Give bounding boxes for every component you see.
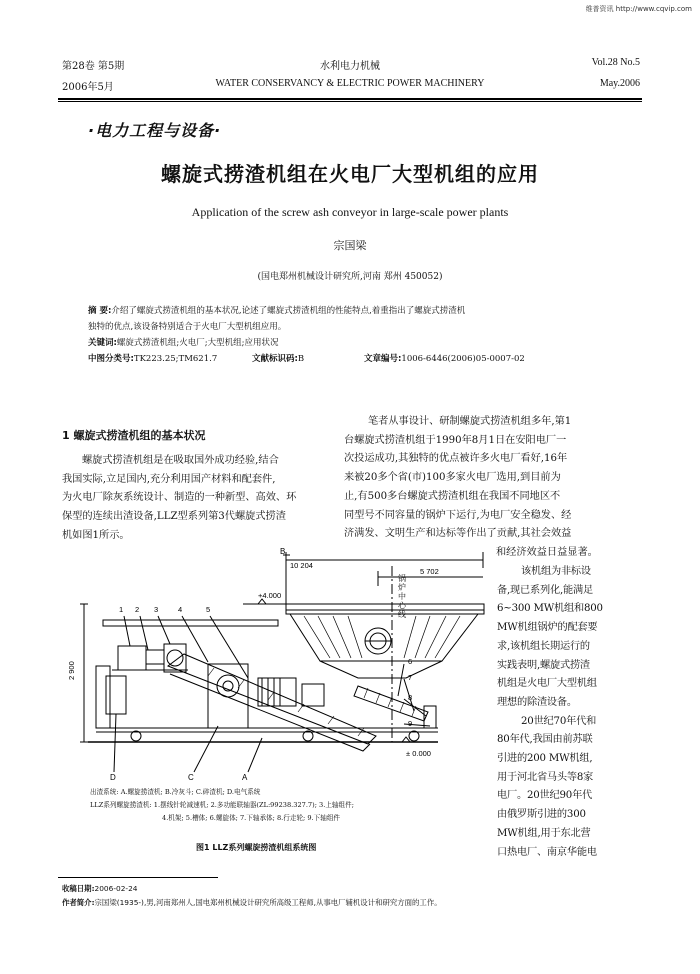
doc-code-label: 文献标识码: [252, 354, 298, 364]
header-journal-cn: 水利电力机械 [320, 61, 380, 72]
boiler-axis-label: 锅炉中心线 [398, 574, 406, 619]
legend-line: 出渣系统: A.螺旋捞渣机; B.冷灰斗; C.碎渣机; D.电气系统 [90, 788, 261, 796]
label-c: C [188, 773, 194, 782]
keywords: 螺旋式捞渣机组;火电厂;大型机组;应用状况 [116, 338, 279, 348]
section-label: ·电力工程与设备· [88, 121, 222, 140]
crusher-housing [208, 664, 248, 728]
text-line: 理想的除渣设备。 [497, 696, 577, 708]
label-3: 3 [154, 605, 159, 614]
legend-line: LLZ系列螺旋捞渣机: 1.摆线针轮减速机; 2.多功能联轴器(ZL:99238.327.7); 3.上轴组件; [90, 801, 354, 809]
author-bio-text: 宗国梁(1935-),男,河南郑州人,国电郑州机械设计研究所高级工程师,从事电厂辅机设计和研究方面的工作。 [94, 898, 442, 907]
header-date-en: May.2006 [599, 78, 640, 89]
article-title: 螺旋式捞渣机组在火电厂大型机组的应用 [161, 162, 539, 186]
label-5: 5 [206, 605, 211, 614]
text-line: 济满发、文明生产和达标等作出了贡献,其社会效益 [344, 528, 572, 540]
screw-body [354, 686, 428, 721]
header-date-cn: 2006年5月 [62, 82, 114, 93]
watermark: 维普资讯 http://www.cqvip.com [585, 5, 692, 13]
text-line: 来被20多个省(市)100多家火电厂选用,到目前为 [344, 472, 561, 484]
author: 宗国梁 [333, 239, 367, 252]
text-line: 和经济效益日益显著。 [496, 546, 598, 558]
text-line: 求,该机组长期运行的 [497, 640, 590, 652]
text-line: 6~300 MW机组和800 [497, 603, 603, 615]
dim-label-partial: 5 702 [420, 567, 439, 576]
hopper-body [290, 614, 478, 661]
right-column-text [344, 413, 634, 563]
label-8: 8 [408, 693, 413, 702]
text-line: 由俄罗斯引进的300 [497, 809, 586, 821]
right-narrow-text [497, 563, 637, 862]
header-volume-en: Vol.28 No.5 [591, 57, 640, 68]
legend-line: 4.机架; 5.槽体; 6.螺旋体; 7.下轴承体; 8.行走轮; 9.下轴组件 [162, 814, 341, 822]
label-4: 4 [178, 605, 183, 614]
label-1: 1 [119, 605, 124, 614]
abstract-text-cont: 独特的优点,该设备特别适合于火电厂大型机组应用。 [88, 322, 287, 332]
clc-label: 中图分类号: [88, 354, 134, 364]
hopper-top-flange [286, 604, 484, 614]
left-column-text [62, 452, 342, 546]
text-line: 为火电厂除灰系统设计、制造的一种新型、高效、环 [62, 492, 297, 504]
text-line: 我国实际,立足国内,充分利用国产材料和配套件, [62, 473, 276, 485]
author-bio-label: 作者简介: [62, 898, 95, 907]
label-9: 9 [408, 719, 413, 728]
article-number: 1006-6446(2006)05-0007-02 [401, 354, 525, 364]
text-line: 台螺旋式捞渣机组于1990年8月1日在安阳电厂一 [344, 434, 567, 446]
text-line: 80年代,我国由前苏联 [497, 734, 593, 746]
article-number-label: 文章编号: [364, 354, 402, 364]
text-line: 保型的连续出渣设备,LLZ型系列第3代螺旋式捞渣 [62, 511, 286, 523]
elev-label-4: +4.000 [258, 591, 282, 600]
text-line: 止,有500多台螺旋式捞渣机组在我国不同地区不 [344, 490, 561, 502]
abstract-text: 介绍了螺旋式捞渣机组的基本状况,论述了螺旋式捞渣机组的性能特点,着重指出了螺旋式捞渣机 [111, 306, 466, 316]
figure-legend [90, 786, 510, 825]
header-volume-cn: 第28卷 第5期 [62, 61, 125, 72]
doc-code: B [297, 354, 305, 364]
label-d: D [110, 773, 116, 782]
reducer [118, 646, 146, 670]
coupling [146, 650, 164, 664]
trough-body [168, 654, 376, 744]
label-7: 7 [408, 673, 413, 682]
label-6: 6 [408, 657, 413, 666]
text-line: 同型号不同容量的锅炉下运行,为电厂安全稳发、经 [344, 509, 572, 521]
height-label: 2 900 [67, 661, 76, 680]
header-rule-thin [58, 101, 642, 102]
author-bio [62, 897, 662, 908]
text-line: 电厂。20世纪90年代 [497, 790, 593, 802]
abstract-label: 摘 要: [88, 306, 112, 316]
figure-caption: 图1 LLZ系列螺旋捞渣机组系统图 [196, 843, 317, 852]
crusher-motor [258, 678, 296, 706]
keywords-label: 关键词: [88, 338, 117, 348]
frame-left-post [96, 666, 110, 728]
figure-drawing [58, 546, 498, 790]
header-rule [58, 98, 642, 100]
label-b: B [280, 547, 286, 556]
received-date [62, 883, 137, 894]
text-line: 20世纪70年代和 [521, 715, 597, 727]
label-2: 2 [135, 605, 140, 614]
text-line: MW机组锅炉的配套要 [497, 622, 598, 634]
electrical-cabinet [106, 676, 126, 714]
text-line: 笔者从事设计、研制螺旋式捞渣机组多年,第1 [368, 416, 572, 427]
clc-number: TK223.25;TM621.7 [133, 354, 218, 364]
dim-label-total: 10 204 [290, 561, 313, 570]
elev-label-0: ± 0.000 [406, 749, 431, 758]
text-line: 用于河北省马头等8家 [497, 771, 594, 783]
abstract [88, 303, 608, 367]
footnote-rule [58, 877, 218, 878]
frame-top-rail [103, 620, 278, 626]
text-line: 机如图1所示。 [62, 529, 130, 541]
affiliation: (国电郑州机械设计研究所,河南 郑州 450052) [257, 272, 443, 282]
text-line: MW机组,用于东北营 [497, 827, 591, 839]
text-line: 实践表明,螺旋式捞渣 [497, 659, 590, 671]
label-a: A [242, 773, 248, 782]
section-heading: 1 螺旋式捞渣机组的基本状况 [62, 429, 206, 442]
received-date-value: 2006-02-24 [94, 884, 138, 893]
text-line: 该机组为非标设 [521, 566, 591, 577]
text-line: 备,现已系列化,能满足 [497, 584, 593, 596]
text-line: 引进的200 MW机组, [497, 753, 593, 765]
text-line: 次投运成功,其独特的优点被许多火电厂看好,16年 [344, 453, 568, 465]
text-line: 机组是火电厂大型机组 [497, 678, 597, 690]
article-title-en: Application of the screw ash conveyor in large-scale power plants [191, 205, 509, 219]
text-line: 螺旋式捞渣机组是在吸取国外成功经验,结合 [82, 455, 279, 466]
header-journal-en: WATER CONSERVANCY & ELECTRIC POWER MACHINERY [215, 78, 485, 89]
received-date-label: 收稿日期: [62, 884, 95, 893]
text-line: 口热电厂、南京华能电 [497, 846, 597, 858]
